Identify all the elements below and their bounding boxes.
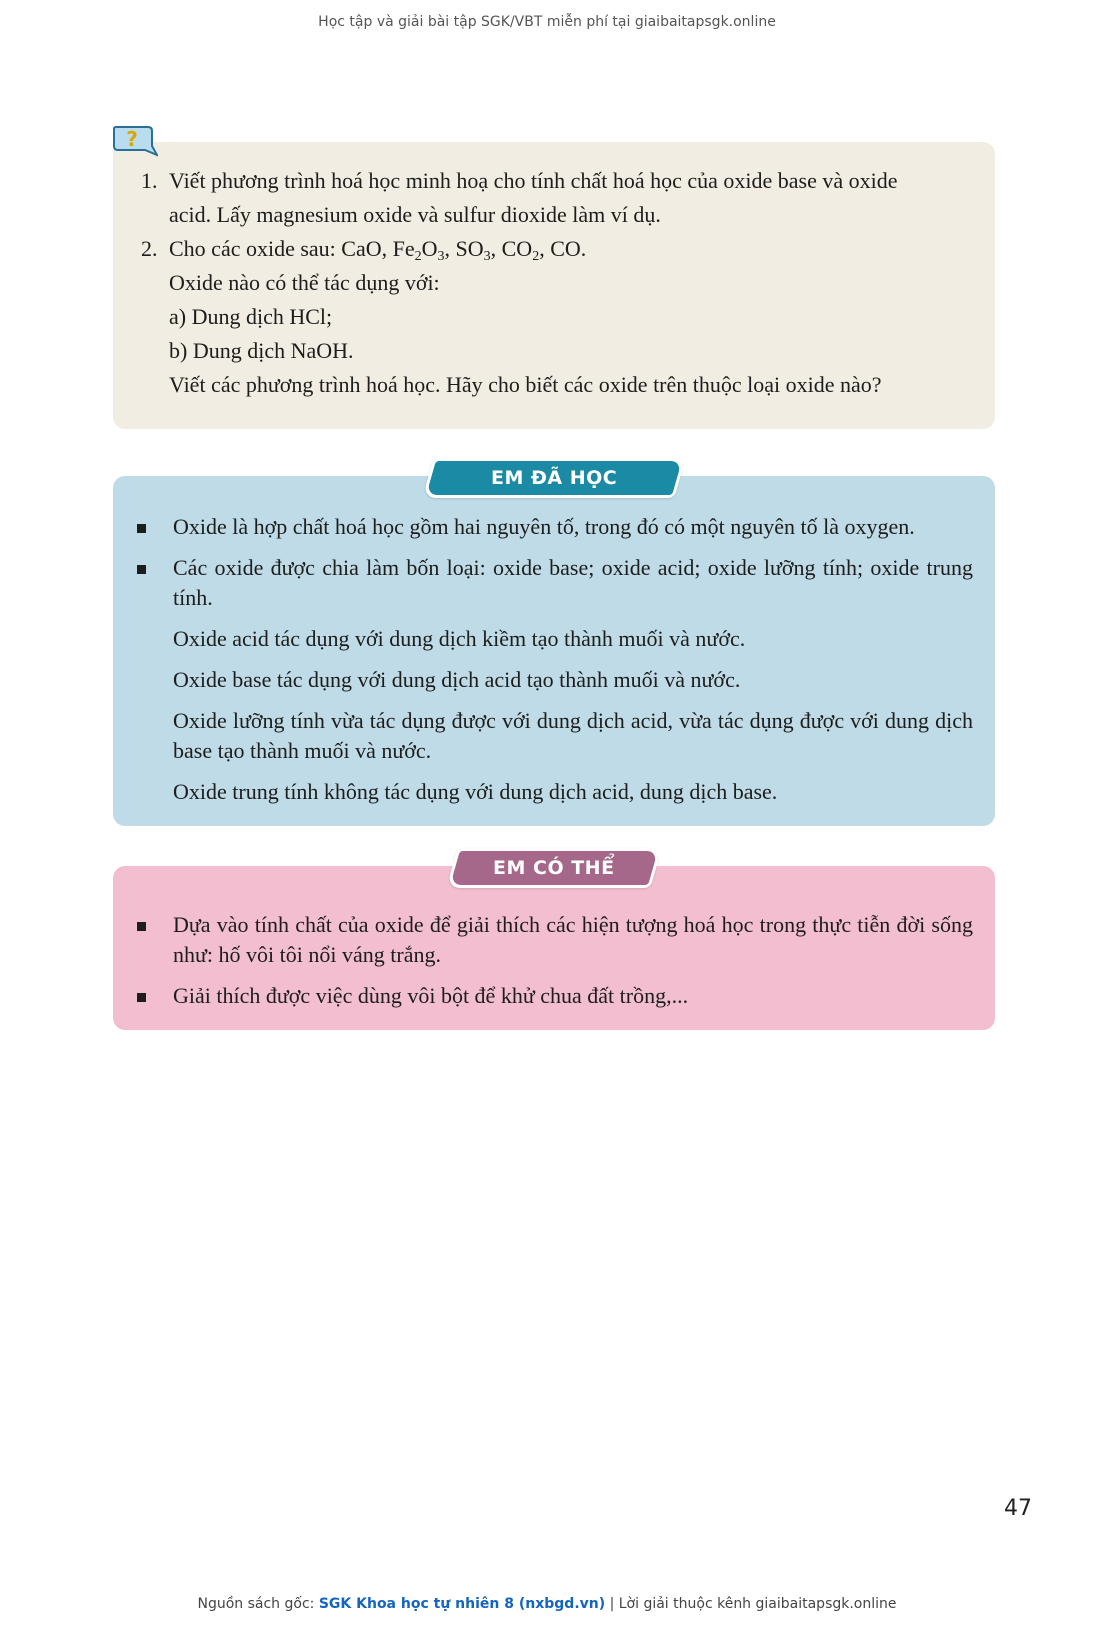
footer-prefix: Nguồn sách gốc:: [197, 1596, 319, 1612]
can-do-box: [113, 866, 995, 1030]
can-do-banner: [446, 848, 661, 888]
question-1-line-1: Viết phương trình hoá học minh hoạ cho tính chất hoá học của oxide base và oxide: [169, 168, 898, 193]
learned-list: [135, 512, 973, 818]
learned-item: Oxide là hợp chất hoá học gồm hai nguyên tố, trong đó có một nguyên tố là oxygen.: [135, 512, 973, 542]
can-do-item: Dựa vào tính chất của oxide để giải thích các hiện tượng hoá học trong thực tiễn đời sống như: hố vôi tôi nổi váng trắng.: [135, 910, 973, 970]
q2-text-end: , CO.: [539, 236, 587, 261]
question-1: [141, 164, 971, 232]
q2-text-prefix: Cho các oxide sau: CaO, Fe: [169, 236, 415, 261]
question-mark-icon: [112, 124, 158, 158]
q2-sub-o: 3: [437, 249, 445, 264]
learned-item: Oxide acid tác dụng với dung dịch kiềm tạo thành muối và nước.: [173, 626, 746, 651]
question-box: [113, 142, 995, 429]
page-number: 47: [1004, 1496, 1032, 1521]
learned-item: Oxide base tác dụng với dung dịch acid tạo thành muối và nước.: [173, 667, 741, 692]
can-do-list: [135, 910, 973, 1022]
learned-item: Các oxide được chia làm bốn loại: oxide base; oxide acid; oxide lưỡng tính; oxide trung tính.: [135, 553, 973, 613]
question-1-number: 1.: [141, 168, 158, 193]
q2-text-o: O: [421, 236, 438, 261]
footer-suffix: | Lời giải thuộc kênh giaibaitapsgk.online: [605, 1596, 897, 1612]
q2-sub-fe: 2: [414, 249, 422, 264]
footer-source-link[interactable]: SGK Khoa học tự nhiên 8 (nxbgd.vn): [318, 1596, 606, 1612]
q2-text-so: , SO: [444, 236, 484, 261]
header-note: Học tập và giải bài tập SGK/VBT miễn phí tại giaibaitapsgk.online: [318, 14, 776, 30]
question-2-formula-line: [169, 236, 587, 264]
footer-note: [0, 1596, 1094, 1612]
q2-text-co2: , CO: [490, 236, 533, 261]
can-do-item: Giải thích được việc dùng vôi bột để khử chua đất trồng,...: [135, 981, 973, 1011]
question-2-option-b: b) Dung dịch NaOH.: [169, 338, 354, 363]
learned-item: Oxide lưỡng tính vừa tác dụng được với dung dịch acid, vừa tác dụng được với dung dịch base tạo thành muối và nước.: [173, 708, 973, 763]
question-1-line-2: acid. Lấy magnesium oxide và sulfur dioxide làm ví dụ.: [169, 202, 661, 227]
question-2-option-a: a) Dung dịch HCl;: [169, 304, 333, 329]
learned-item: Oxide trung tính không tác dụng với dung dịch acid, dung dịch base.: [173, 779, 778, 804]
learned-banner: [422, 458, 685, 498]
question-2-number: 2.: [141, 236, 158, 261]
q2-sub-so: 3: [483, 249, 491, 264]
question-2-last-line: Viết các phương trình hoá học. Hãy cho biết các oxide trên thuộc loại oxide nào?: [169, 372, 882, 397]
can-do-banner-label: EM CÓ THỂ: [493, 857, 615, 879]
question-mark-glyph: ?: [126, 127, 138, 151]
learned-banner-label: EM ĐÃ HỌC: [490, 467, 618, 489]
learned-box: [113, 476, 995, 826]
question-2: [141, 232, 971, 402]
question-list: [141, 164, 971, 402]
q2-sub-co2: 2: [532, 249, 540, 264]
question-2-line-2: Oxide nào có thể tác dụng với:: [169, 270, 440, 295]
